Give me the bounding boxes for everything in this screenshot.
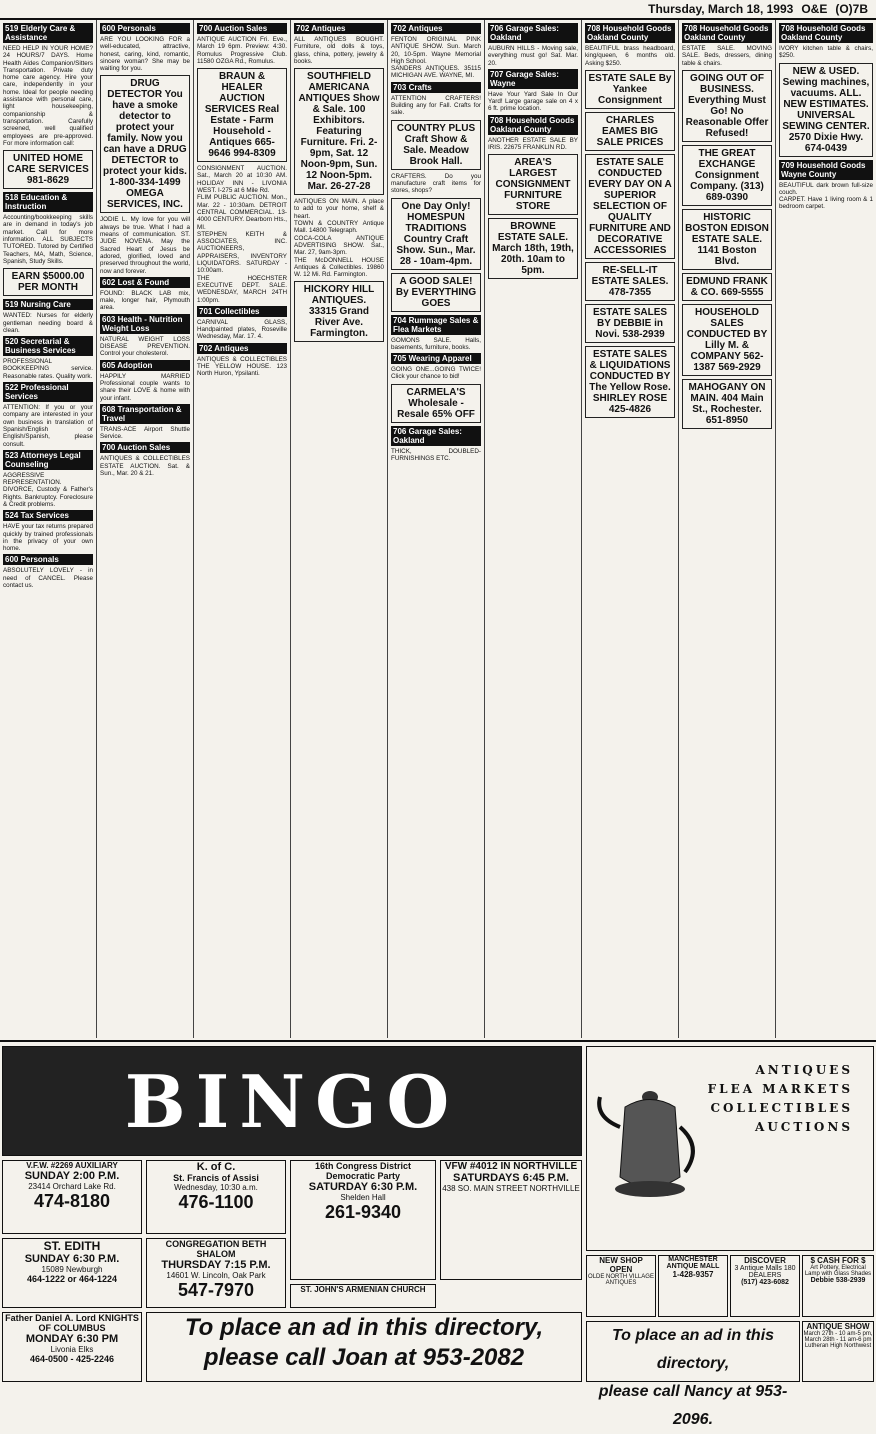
classified-text: ALL ANTIQUES BOUGHT. Furniture, old dolls & toys, glass, china, pottery, jewelry & books. xyxy=(294,36,384,65)
classified-text: CRAFTERS. Do you manufacture craft items for stores, shops? xyxy=(391,172,481,195)
classified-text: ANTIQUES ON MAIN. A place to add to your home, shelf & heart. xyxy=(294,198,384,220)
cashfor-sub: Art Pottery, Electrical Lamp with Glass Shades xyxy=(804,1265,872,1277)
discover-listing xyxy=(730,1255,800,1317)
classified-text: BEAUTIFUL dark brown full-size couch. xyxy=(779,181,873,196)
discover-title: DISCOVER xyxy=(744,1256,786,1265)
section-header: 704 Rummage Sales & Flea Markets xyxy=(391,315,481,335)
display-ad-text: ESTATE SALES & LIQUIDATIONS CONDUCTED BY The Yellow Rose. SHIRLEY ROSE 425-4826 xyxy=(589,348,671,415)
display-ad xyxy=(585,154,675,259)
place-ad-nancy xyxy=(586,1321,800,1428)
section-header: 524 Tax Services xyxy=(3,510,93,521)
display-ad-text: THE GREAT EXCHANGE Consignment Company. (313) 689-0390 xyxy=(690,147,764,203)
display-ad-text: A GOOD SALE! By EVERYTHING GOES xyxy=(395,275,477,309)
display-ad xyxy=(585,262,675,301)
classified-text: ARE YOU LOOKING FOR a well-educated, attractive, honest, caring, kind, romantic, sincere woman? She may be waiting for you. xyxy=(100,36,190,73)
display-ad-text: EARN $5000.00 PER MONTH xyxy=(11,271,85,294)
kofc-listing xyxy=(146,1160,286,1234)
section-header: 519 Elderly Care & Assistance xyxy=(3,23,93,43)
classified-text: AUBURN HILLS - Moving sale, everything must go! Sat. Mar. 20. xyxy=(488,45,578,67)
classified-text: ANTIQUES & COLLECTIBLES ESTATE AUCTION. Sat. & Sun., Mar. 20 & 21. xyxy=(100,455,190,478)
place-ad-nancy-line1: To place an ad in this directory, xyxy=(611,1327,775,1372)
display-ad-text: AREA'S LARGEST CONSIGNMENT FURNITURE STORE xyxy=(495,157,571,213)
section-header: 708 Household Goods Oakland County xyxy=(779,23,873,43)
classified-text: FLIM PUBLIC AUCTION. Mon., Mar. 22 - 10:30am. DETROIT CENTRAL COMMERCIAL. 13-4000 CENTURY. Dearborn Hts., MI. xyxy=(197,194,287,231)
lord-addr: Livonia Elks xyxy=(50,1345,94,1354)
section-header: 518 Education & Instruction xyxy=(3,192,93,212)
classified-text: ANOTHER ESTATE SALE BY IRIS. 22675 FRANKLIN RD. xyxy=(488,136,578,152)
classified-text: ATTENTION: If you or your company are interested in your own business in translation of Spanish/English or English/Spanish, please consult. xyxy=(3,404,93,448)
display-ad xyxy=(100,75,190,213)
vfw4012-addr: 438 SO. MAIN STREET NORTHVILLE xyxy=(442,1184,580,1193)
classified-text: CARNIVAL GLASS, Handpainted plates, Roseville Wednesday, Mar. 17. 4. xyxy=(197,318,287,341)
place-ad-joan xyxy=(146,1312,582,1382)
section-header: 605 Adoption xyxy=(100,360,190,371)
display-ad-text: CARMELA'S Wholesale - Resale 65% OFF xyxy=(397,386,475,420)
masthead xyxy=(0,0,876,20)
classified-text: FOUND: BLACK LAB mix, male, longer hair, Plymouth area. xyxy=(100,289,190,312)
display-ad-text: HISTORIC BOSTON EDISON ESTATE SALE. 1141 Boston Blvd. xyxy=(685,211,769,267)
discover-sub: 3 Antique Malls 180 DEALERS xyxy=(734,1265,796,1279)
display-ad-text: GOING OUT OF BUSINESS. Everything Must Go! No Reasonable Offer Refused! xyxy=(685,72,769,139)
display-ad-text: One Day Only! HOMESPUN TRADITIONS Country Craft Show. Sun., Mar. 28 - 10am-4pm. xyxy=(396,200,476,267)
classified-text: WANTED: Nurses for elderly gentleman needing board & clean. xyxy=(3,312,93,334)
display-ad xyxy=(488,154,578,215)
classified-text: Have Your Yard Sale In Our Yard! Large garage sale on 4 x 6 ft. prime location. xyxy=(488,90,578,113)
display-ad-text: EDMUND FRANK & CO. 669-5555 xyxy=(686,275,768,298)
classified-text: GOMONS SALE. Halls, basements, furniture, books. xyxy=(391,336,481,351)
section-header: 701 Collectibles xyxy=(197,306,287,317)
vfw-title: V.F.W. #2269 AUXILIARY xyxy=(26,1161,118,1170)
antiques-banner-line1: ANTIQUES xyxy=(755,1063,853,1077)
congregation-listing xyxy=(146,1238,286,1308)
stedith-title: ST. EDITH xyxy=(43,1239,101,1253)
antiques-banner-line2: FLEA MARKETS xyxy=(707,1082,853,1096)
manchester-listing xyxy=(658,1255,728,1317)
democratic-addr: Shelden Hall xyxy=(340,1193,386,1202)
bingo-banner xyxy=(2,1046,582,1156)
classified-text: ABSOLUTELY LOVELY - in need of CANCEL. Please contact us. xyxy=(3,567,93,590)
section-header: 700 Auction Sales xyxy=(100,442,190,453)
place-ad-joan-line2: please call Joan at 953-2082 xyxy=(203,1344,525,1371)
classified-text: ANTIQUES & COLLECTIBLES THE YELLOW HOUSE. 123 North Huron, Ypsilanti. xyxy=(197,355,287,378)
column-8 xyxy=(679,20,776,1038)
congregation-title: CONGREGATION BETH SHALOM xyxy=(165,1239,267,1259)
lord-day: MONDAY 6:30 PM xyxy=(25,1333,119,1345)
display-ad xyxy=(197,68,287,162)
display-ad xyxy=(682,304,772,376)
section-header: 523 Attorneys Legal Counseling xyxy=(3,450,93,470)
democratic-listing xyxy=(290,1160,436,1280)
display-ad xyxy=(488,218,578,279)
section-header: 603 Health - Nutrition Weight Loss xyxy=(100,314,190,334)
display-ad-text: DRUG DETECTOR You have a smoke detector to protect your family. Now you can have a DRUG DETECTOR to protect your kids. 1-800-334-1499 OMEGA SERVICES, INC. xyxy=(103,78,187,211)
kofc-day: Wednesday, 10:30 a.m. xyxy=(174,1183,258,1192)
display-ad-text: NEW & USED. Sewing machines, vacuums. ALL. NEW ESTIMATES. UNIVERSAL SEWING CENTER. 2570 Dixie Hwy. 674-0439 xyxy=(782,65,870,154)
display-ad xyxy=(391,120,481,170)
section-header: 705 Wearing Apparel xyxy=(391,353,481,364)
lord-title: Father Daniel A. Lord KNIGHTS OF COLUMBUS xyxy=(5,1313,139,1333)
display-ad-text: BRAUN & HEALER AUCTION SERVICES Real Estate - Farm Household - Antiques 665-9646 994-8309 xyxy=(204,71,280,160)
display-ad xyxy=(294,68,384,195)
section-header: 708 Household Goods Oakland County xyxy=(682,23,772,43)
cashfor-listing xyxy=(802,1255,874,1317)
display-ad xyxy=(391,273,481,312)
display-ad-text: CHARLES EAMES BIG SALE PRICES xyxy=(596,114,664,148)
classified-text: JODIE L. My love for you will always be true. What I had a means of communication. ST. JUDE NOVENA. May the Sacred Heart of Jesus be adored, glorified, loved and preserved throughout the world, now and forever. xyxy=(100,216,190,275)
display-ad-text: ESTATE SALE By Yankee Consignment xyxy=(588,72,672,106)
display-ad xyxy=(391,198,481,270)
masthead-paper: O&E xyxy=(801,2,828,16)
vfw4012-listing xyxy=(440,1160,582,1280)
column-2 xyxy=(97,20,194,1038)
classified-text: GOING ONE...GOING TWICE! Click your chance to bid! xyxy=(391,366,481,381)
stedith-addr: 15089 Newburgh xyxy=(41,1265,103,1274)
classified-text: ESTATE SALE. MOVING SALE. Beds, dressers, dining table & chairs. xyxy=(682,45,772,67)
column-4 xyxy=(291,20,388,1038)
antiques-banner xyxy=(586,1046,874,1251)
vfw-listing xyxy=(2,1160,142,1234)
display-ad xyxy=(682,379,772,429)
democratic-title: 16th Congress District Democratic Party xyxy=(314,1161,412,1181)
section-header: 522 Professional Services xyxy=(3,382,93,402)
masthead-date: Thursday, March 18, 1993 xyxy=(648,2,794,16)
kofc-phone: 476-1100 xyxy=(178,1192,254,1212)
display-ad xyxy=(682,209,772,270)
newshop-title: NEW SHOP OPEN xyxy=(599,1256,643,1274)
classified-text: CARPET. Have 1 living room & 1 bedroom carpet. xyxy=(779,196,873,211)
display-ad xyxy=(3,150,93,189)
classified-text: HAPPILY MARRIED Professional couple wants to share their LOVE & home with your infant. xyxy=(100,372,190,402)
lord-listing xyxy=(2,1312,142,1382)
section-header: 700 Auction Sales xyxy=(197,23,287,34)
column-9 xyxy=(776,20,876,1038)
classified-text: BEAUTIFUL brass headboard, king/queen, 6 months old. Asking $250. xyxy=(585,45,675,67)
classified-text: HAVE your tax returns prepared quickly by trained professionals in the privacy of your own home. xyxy=(3,523,93,553)
kofc-title: K. of C. xyxy=(196,1161,236,1173)
section-header: 702 Antiques xyxy=(391,23,481,34)
display-ad-text: UNITED HOME CARE SERVICES 981-8629 xyxy=(7,153,89,187)
bingo-banner-text: BINGO xyxy=(124,1059,460,1144)
classified-text: STEPHEN KEITH & ASSOCIATES, INC. AUCTIONEERS, APPRAISERS, INVENTORY LIQUIDATORS. SATURDAY - 10:00am. xyxy=(197,230,287,275)
classified-text: CONSIGNMENT AUCTION. Sat., March 20 at 10:30 AM. HOLIDAY INN - LIVONIA WEST. I-275 at 6 Mile Rd. xyxy=(197,165,287,195)
manchester-title: MANCHESTER ANTIQUE MALL xyxy=(666,1256,720,1270)
classified-text: PROFESSIONAL BOOKKEEPING service. Reasonable rates. Quality work. xyxy=(3,358,93,380)
display-ad xyxy=(3,268,93,296)
discover-phone: (517) 423-6082 xyxy=(741,1279,789,1286)
classified-text: ANTIQUE AUCTION Fri. Eve., March 19 6pm. Preview: 4:30. Romulus Progressive Club. 11580 OZGA Rd., Romulus. xyxy=(197,36,287,65)
section-header: 600 Personals xyxy=(3,554,93,565)
display-ad xyxy=(391,384,481,423)
place-ad-nancy-line2: please call Nancy at 953-2096. xyxy=(598,1383,788,1428)
display-ad-text: BROWNE ESTATE SALE. March 18th, 19th, 20th. 10am to 5pm. xyxy=(492,221,574,277)
display-ad xyxy=(585,112,675,151)
teapot-icon xyxy=(595,1077,705,1227)
vfw-phone: 474-8180 xyxy=(33,1191,111,1211)
classified-text: TOWN & COUNTRY Antique Mall. 14800 Telegraph. xyxy=(294,220,384,235)
antique-show-listing xyxy=(802,1321,874,1382)
column-5 xyxy=(388,20,485,1038)
display-ad xyxy=(779,63,873,157)
display-ad-text: ESTATE SALE CONDUCTED EVERY DAY ON A SUPERIOR SELECTION OF QUALITY FURNITURE AND DECORATIVE ACCESSORIES xyxy=(588,156,672,256)
section-header: 709 Household Goods Wayne County xyxy=(779,160,873,180)
display-ad-text: MAHOGANY ON MAIN. 404 Main St., Rochester. 651-8950 xyxy=(688,381,766,426)
display-ad-text: RE-SELL-IT ESTATE SALES. 478-7355 xyxy=(591,264,669,298)
display-ad xyxy=(585,346,675,418)
classified-text: NEED HELP IN YOUR HOME? 24 HOURS/7 DAYS. Home Health Aides Companion/Sitters Transportation. Private duty home care agency. Hire your care, independently in your home. Ideal for people needing assistance with personal care, light housekeeping, companionship & transportation. Carefully screened, well qualified employees are pre-approved. For more information call: xyxy=(3,45,93,147)
section-header: 608 Transportation & Travel xyxy=(100,404,190,424)
classified-text: FENTON ORIGINAL PINK ANTIQUE SHOW. Sun. March 20, 10-5pm. Wayne Memorial High School. xyxy=(391,36,481,65)
section-header: 708 Household Goods Oakland County xyxy=(585,23,675,43)
classified-text: Accounting/bookkeeping skills are in demand in today's job market. Call for more information. ALL SUBJECTS TUTORED. Tutored by Certified Teachers, MA, Math, Science, Spanish, Study Skills. xyxy=(3,214,93,265)
section-header: 702 Antiques xyxy=(197,343,287,354)
manchester-phone: 1-428-9357 xyxy=(672,1270,714,1279)
democratic-day: SATURDAY 6:30 P.M. xyxy=(308,1181,418,1193)
congregation-addr: 14601 W. Lincoln, Oak Park xyxy=(166,1271,266,1280)
stedith-phone: 464-1222 or 464-1224 xyxy=(26,1274,118,1284)
section-header: 703 Crafts xyxy=(391,82,481,93)
display-ad xyxy=(585,304,675,343)
display-ad xyxy=(682,70,772,142)
section-header: 520 Secretarial & Business Services xyxy=(3,336,93,356)
classified-text: TRANS-ACE Airport Shuttle Service. xyxy=(100,425,190,441)
vfw4012-title: VFW #4012 IN NORTHVILLE xyxy=(444,1161,578,1172)
section-header: 519 Nursing Care xyxy=(3,299,93,310)
vfw-day: SUNDAY 2:00 P.M. xyxy=(24,1170,120,1182)
classified-text: THICK, DOUBLED-FURNISHINGS ETC. xyxy=(391,447,481,463)
section-header: 602 Lost & Found xyxy=(100,277,190,288)
antiques-banner-line4: AUCTIONS xyxy=(755,1120,853,1134)
congregation-day: THURSDAY 7:15 P.M. xyxy=(161,1259,271,1271)
classified-text: SANDERS ANTIQUES. 35115 MICHIGAN AVE. WAYNE, MI. xyxy=(391,65,481,80)
column-3 xyxy=(194,20,291,1038)
display-ad xyxy=(682,273,772,301)
lord-phone: 464-0500 - 425-2246 xyxy=(29,1354,115,1364)
section-header: 706 Garage Sales: Oakland xyxy=(488,23,578,43)
directory-section xyxy=(0,1040,876,1428)
stedith-day: SUNDAY 6:30 P.M. xyxy=(24,1253,120,1265)
classified-text: ATTENTION CRAFTERS! Building any for Fall. Crafts for sale. xyxy=(391,94,481,117)
place-ad-joan-line1: To place an ad in this directory, xyxy=(184,1314,544,1341)
column-1 xyxy=(0,20,97,1038)
section-header: 702 Antiques xyxy=(294,23,384,34)
section-header: 706 Garage Sales: Oakland xyxy=(391,426,481,446)
classified-text: COCA-COLA ANTIQUE ADVERTISING SHOW. Sat., Mar. 27, 9am-3pm. xyxy=(294,234,384,257)
section-header: 600 Personals xyxy=(100,23,190,34)
antique-show-place: Lutheran High Northwest xyxy=(804,1343,872,1349)
classified-text: AGGRESSIVE REPRESENTATION. DIVORCE, Custody & Father's Rights. Bankruptcy. Foreclosure & Credit problems. xyxy=(3,471,93,508)
stjohns-title: ST. JOHN'S ARMENIAN CHURCH xyxy=(300,1285,426,1294)
cashfor-title: $ CASH FOR $ xyxy=(810,1256,866,1265)
antiques-banner-line3: COLLECTIBLES xyxy=(710,1101,853,1115)
section-header: 708 Household Goods Oakland County xyxy=(488,115,578,135)
classified-text: NATURAL WEIGHT LOSS DISEASE PREVENTION. Control your cholesterol. xyxy=(100,335,190,358)
newshop-sub: OLDE NORTH VILLAGE ANTIQUES xyxy=(588,1274,654,1286)
cashfor-phone: Debbie 538-2939 xyxy=(810,1277,866,1284)
stedith-listing xyxy=(2,1238,142,1308)
classified-text: THE HOECHSTER EXECUTIVE DEPT. SALE. WEDNESDAY, MARCH 24TH 1:00pm. xyxy=(197,274,287,304)
vfw4012-day: SATURDAYS 6:45 P.M. xyxy=(453,1172,569,1184)
display-ad-text: HOUSEHOLD SALES CONDUCTED BY Lilly M. & COMPANY 562-1387 569-2929 xyxy=(686,306,768,373)
newshop-listing xyxy=(586,1255,656,1317)
stjohns-listing xyxy=(290,1284,436,1308)
display-ad-text: SOUTHFIELD AMERICANA ANTIQUES Show & Sale. 100 Exhibitors. Featuring Furniture. Fri. 2-9pm, Sat. 12 Noon-9pm, Sun. 12 Noon-5pm. Mar. 26-27-28 xyxy=(298,71,380,193)
classified-text: THE McDONNELL HOUSE Antiques & Collectibles. 19860 W. 12 Mi. Rd. Farmington. xyxy=(294,256,384,279)
column-7 xyxy=(582,20,679,1038)
congregation-phone: 547-7970 xyxy=(177,1280,255,1300)
antique-show-title: ANTIQUE SHOW xyxy=(806,1322,870,1331)
display-ad-text: COUNTRY PLUS Craft Show & Sale. Meadow Brook Hall. xyxy=(396,122,476,167)
display-ad xyxy=(585,70,675,109)
display-ad-text: HICKORY HILL ANTIQUES. 33315 Grand River Ave. Farmington. xyxy=(303,284,375,340)
masthead-page-code: (O)7B xyxy=(835,2,868,16)
classified-text: IVORY kitchen table & chairs, $250. xyxy=(779,45,873,60)
vfw-addr: 23414 Orchard Lake Rd. xyxy=(28,1182,116,1191)
column-6 xyxy=(485,20,582,1038)
display-ad xyxy=(682,145,772,206)
democratic-phone: 261-9340 xyxy=(324,1202,402,1222)
antique-show-dates: March 27th - 10 am-5 pm, March 28th - 11 am-6 pm xyxy=(803,1331,873,1343)
display-ad-text: ESTATE SALES BY DEBBIE in Novi. 538-2939 xyxy=(592,306,668,340)
display-ad xyxy=(294,281,384,342)
section-header: 707 Garage Sales: Wayne xyxy=(488,69,578,89)
kofc-sub: St. Francis of Assisi xyxy=(173,1173,259,1183)
